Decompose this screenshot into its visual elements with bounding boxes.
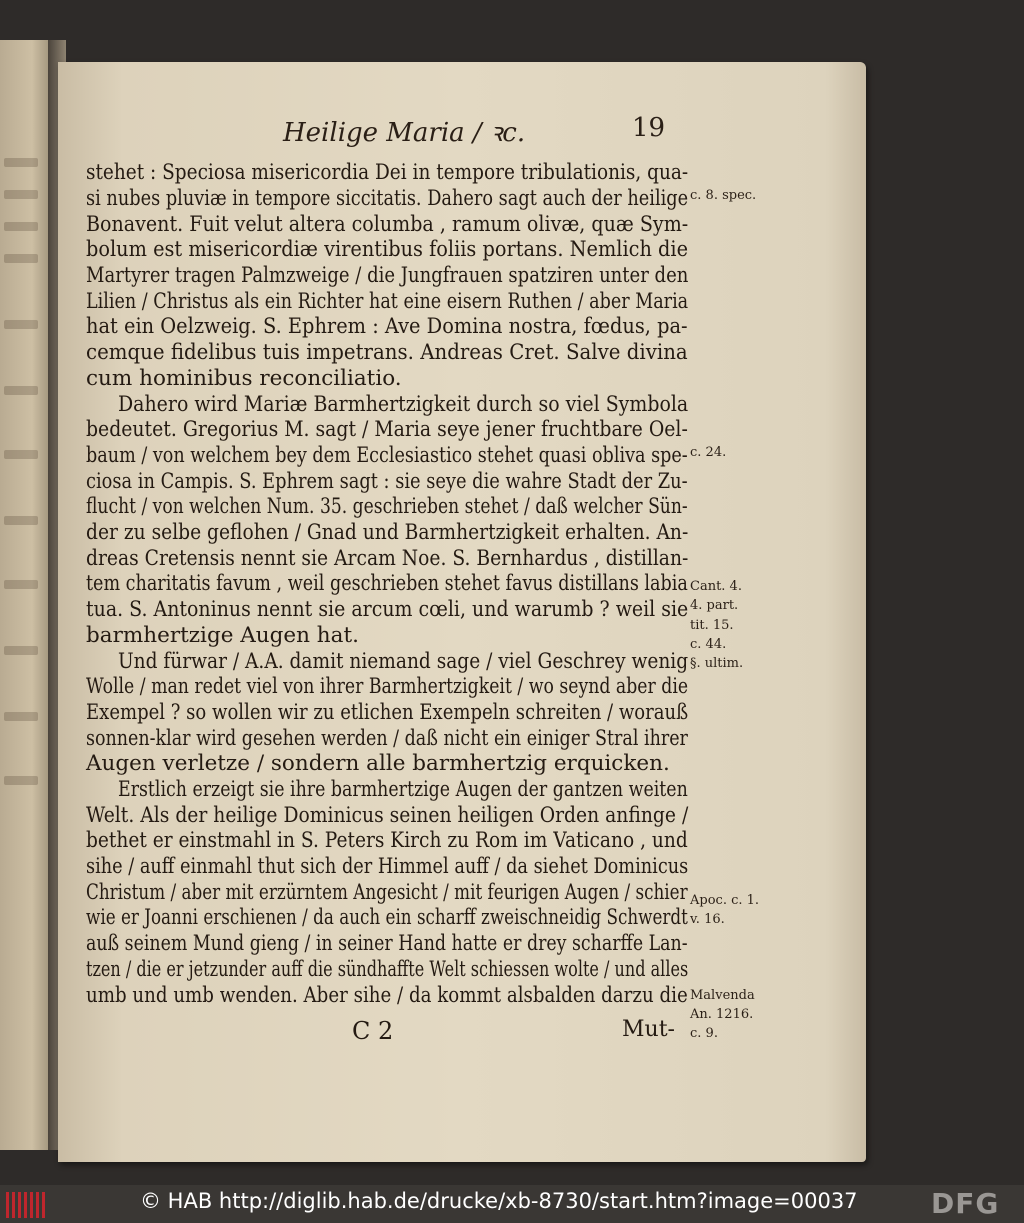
text-line: Bonavent. Fuit velut altera columba , ramum olivæ, quæ Sym- xyxy=(86,212,689,237)
hab-logo-icon xyxy=(6,1192,48,1218)
text-line: Erstlich erzeigt sie ihre barmhertzige Augen der gantzen weiten xyxy=(118,777,688,802)
text-line: dreas Cretensis nennt sie Arcam Noe. S. Bernhardus , distillan- xyxy=(86,546,689,571)
margin-note: c. 24. xyxy=(690,445,727,460)
margin-note: c. 9. xyxy=(690,1026,718,1041)
text-line: Exempel ? so wollen wir zu etlichen Exempeln schreiten / worauß xyxy=(86,700,689,725)
text-line: baum / von welchem bey dem Ecclesiastico stehet quasi obliva spe- xyxy=(86,443,688,468)
text-line: umb und umb wenden. Aber sihe / da kommt alsbalden darzu die xyxy=(86,983,688,1008)
text-line: flucht / von welchen Num. 35. geschrieben stehet / daß welcher Sün- xyxy=(86,494,688,519)
text-line: barmhertzige Augen hat. xyxy=(86,623,359,648)
text-line: Welt. Als der heilige Dominicus seinen heiligen Orden anfinge / xyxy=(86,803,689,828)
margin-note: c. 44. xyxy=(690,637,727,652)
text-line: Wolle / man redet viel von ihrer Barmhertzigkeit / wo seynd aber die xyxy=(86,674,689,699)
text-line: ciosa in Campis. S. Ephrem sagt : sie seye die wahre Stadt der Zu- xyxy=(86,469,688,494)
margin-note: An. 1216. xyxy=(690,1007,754,1022)
text-line: Martyrer tragen Palmzweige / die Jungfrauen spatziren unter den xyxy=(86,263,689,288)
text-line: bolum est misericordiæ virentibus foliis portans. Nemlich die xyxy=(86,237,689,262)
text-line: der zu selbe geflohen / Gnad und Barmhertzigkeit erhalten. An- xyxy=(86,520,689,545)
running-title: Heilige Maria / ꝛc. xyxy=(283,118,526,148)
margin-note: 4. part. xyxy=(690,598,739,613)
text-line: Christum / aber mit erzürntem Angesicht / mit feurigen Augen / schier xyxy=(86,880,688,905)
margin-note: v. 16. xyxy=(690,912,725,927)
text-line: cum hominibus reconciliatio. xyxy=(86,366,402,391)
copyright-url[interactable]: © HAB http://diglib.hab.de/drucke/xb-8730/start.htm?image=00037 xyxy=(140,1189,858,1213)
dfg-logo: DFG xyxy=(931,1187,1000,1220)
text-line: tem charitatis favum , weil geschrieben stehet favus distillans labia xyxy=(86,571,688,596)
text-line: hat ein Oelzweig. S. Ephrem : Ave Domina nostra, fœdus, pa- xyxy=(86,314,688,339)
text-line: bethet er einstmahl in S. Peters Kirch zu Rom im Vaticano , und xyxy=(86,828,688,853)
text-line: auß seinem Mund gieng / in seiner Hand hatte er drey scharffe Lan- xyxy=(86,931,688,956)
catchword: Mut- xyxy=(622,1017,675,1042)
text-line: si nubes pluviæ in tempore siccitatis. Dahero sagt auch der heilige xyxy=(86,186,689,211)
text-line: sonnen-klar wird gesehen werden / daß nicht ein einiger Stral ihrer xyxy=(86,726,688,751)
text-line: cemque fidelibus tuis impetrans. Andreas Cret. Salve divina xyxy=(86,340,688,365)
margin-note: Apoc. c. 1. xyxy=(690,893,760,908)
text-line: wie er Joanni erschienen / da auch ein scharff zweischneidig Schwerdt xyxy=(86,905,688,930)
text-line: tua. S. Antoninus nennt sie arcum cœli, und warumb ? weil sie xyxy=(86,597,689,622)
margin-note: c. 8. spec. xyxy=(690,188,757,203)
signature-mark: C 2 xyxy=(352,1017,394,1045)
page-number: 19 xyxy=(632,113,666,143)
margin-note: tit. 15. xyxy=(690,618,734,633)
text-line: Augen verletze / sondern alle barmhertzig erquicken. xyxy=(86,751,670,776)
text-line: Dahero wird Mariæ Barmhertzigkeit durch so viel Symbola xyxy=(118,392,689,417)
text-line: tzen / die er jetzunder auff die sündhaffte Welt schiessen wolte / und alles xyxy=(86,957,689,982)
footer-bar xyxy=(0,1185,1024,1223)
margin-note: Malvenda xyxy=(690,988,755,1003)
text-line: sihe / auff einmahl thut sich der Himmel auff / da siehet Dominicus xyxy=(86,854,689,879)
text-line: Und fürwar / A.A. damit niemand sage / viel Geschrey wenig xyxy=(118,649,689,674)
margin-note: §. ultim. xyxy=(690,656,744,671)
text-line: stehet : Speciosa misericordia Dei in tempore tribulationis, qua- xyxy=(86,160,689,185)
text-line: Lilien / Christus als ein Richter hat eine eisern Ruthen / aber Maria xyxy=(86,289,689,314)
margin-note: Cant. 4. xyxy=(690,579,742,594)
text-line: bedeutet. Gregorius M. sagt / Maria seye jener fruchtbare Oel- xyxy=(86,417,688,442)
